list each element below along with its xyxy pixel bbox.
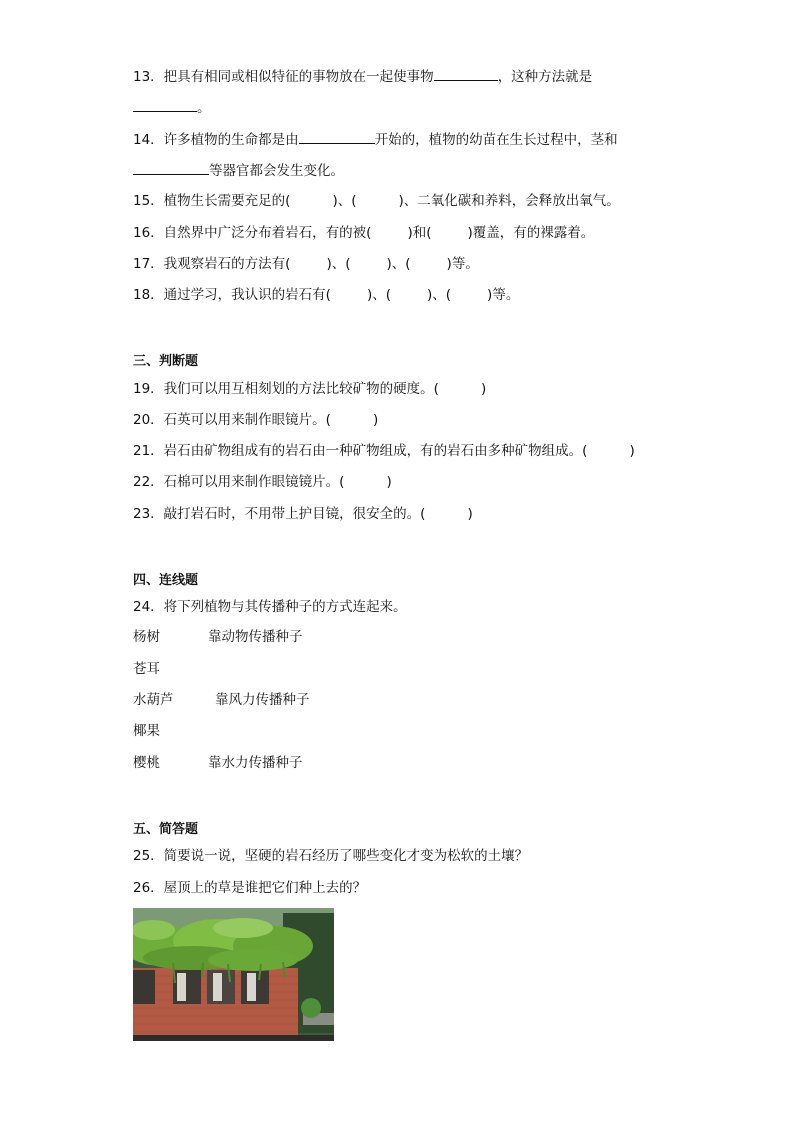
q13-text-c: 。 — [197, 100, 211, 116]
question-13-cont — [133, 98, 211, 117]
method-item[interactable]: 靠水力传播种子 — [208, 755, 303, 771]
q16-text-a: 16．自然界中广泛分布着岩石，有的被( — [133, 225, 372, 241]
q21-text-b: ) — [629, 443, 635, 459]
q20-text-b: ) — [372, 412, 379, 428]
q14-text-c: 等器官都会发生变化。 — [209, 163, 344, 179]
q17-text-a: 17．我观察岩石的方法有( — [133, 256, 291, 272]
q18-text-c: )、( — [427, 287, 452, 303]
q19-text-b: ) — [480, 381, 487, 397]
question-16 — [133, 224, 594, 242]
q20-text-a: 20．石英可以用来制作眼镜片。( — [133, 412, 331, 428]
q21-text-a: 21．岩石由矿物组成有的岩石由一种矿物组成，有的岩石由多种矿物组成。( — [133, 443, 588, 459]
plant-item[interactable]: 杨树 — [133, 629, 160, 645]
section-5-heading: 五、简答题 — [133, 822, 199, 837]
question-14-cont — [133, 161, 344, 180]
q15-text-c: )、二氧化碳和养料，会释放出氧气。 — [398, 193, 620, 209]
q17-text-d: )等。 — [446, 256, 479, 272]
plant-item[interactable]: 水葫芦 — [133, 692, 174, 708]
question-24: 24．将下列植物与其传播种子的方式连起来。 — [133, 599, 407, 615]
plant-item[interactable]: 苍耳 — [133, 661, 160, 677]
q22-text-a: 22．石棉可以用来制作眼镜镜片。( — [133, 474, 345, 490]
q13-blank-1[interactable] — [434, 67, 498, 81]
question-18 — [133, 286, 519, 304]
question-14 — [133, 130, 618, 149]
question-26: 26．屋顶上的草是谁把它们种上去的？ — [133, 880, 367, 896]
q19-text-a: 19．我们可以用互相刻划的方法比较矿物的硬度。( — [133, 381, 439, 397]
q13-text-a: 13．把具有相同或相似特征的事物放在一起使事物 — [133, 69, 434, 85]
question-22 — [133, 473, 392, 491]
q16-text-c: )覆盖，有的裸露着。 — [467, 225, 595, 241]
plant-item[interactable]: 樱桃 — [133, 755, 160, 771]
question-19 — [133, 380, 486, 398]
question-25: 25．简要说一说，坚硬的岩石经历了哪些变化才变为松软的土壤？ — [133, 848, 529, 864]
question-21 — [133, 442, 635, 460]
section-4-heading: 四、连线题 — [133, 573, 199, 588]
q16-text-b: )和( — [407, 225, 432, 241]
q23-text-a: 23．敲打岩石时，不用带上护目镜，很安全的。( — [133, 506, 426, 522]
q14-blank-1[interactable] — [299, 130, 375, 144]
method-item[interactable]: 靠风力传播种子 — [215, 692, 310, 708]
q13-blank-2[interactable] — [133, 98, 197, 112]
q17-text-b: )、( — [326, 256, 351, 272]
question-15 — [133, 192, 620, 210]
q17-text-c: )、( — [386, 256, 411, 272]
q18-text-a: 18．通过学习，我认识的岩石有( — [133, 287, 331, 303]
plant-item[interactable]: 椰果 — [133, 723, 160, 739]
q22-text-b: ) — [386, 474, 392, 490]
question-23 — [133, 505, 473, 523]
question-20 — [133, 411, 378, 429]
q23-text-b: ) — [467, 506, 473, 522]
q18-text-b: )、( — [366, 287, 391, 303]
q13-text-b: ，这种方法就是 — [497, 69, 593, 85]
q14-text-a: 14．许多植物的生命都是由 — [133, 132, 299, 148]
question-17 — [133, 255, 479, 273]
q15-text-b: )、( — [332, 193, 357, 209]
q14-blank-2[interactable] — [133, 161, 209, 175]
section-3-heading: 三、判断题 — [133, 354, 199, 369]
q14-text-b: 开始的，植物的幼苗在生长过程中，茎和 — [374, 132, 618, 148]
q15-text-a: 15．植物生长需要充足的( — [133, 193, 291, 209]
method-item[interactable]: 靠动物传播种子 — [208, 629, 303, 645]
rooftop-grass-photo — [133, 908, 334, 1041]
q18-text-d: )等。 — [487, 287, 520, 303]
question-13 — [133, 67, 592, 86]
